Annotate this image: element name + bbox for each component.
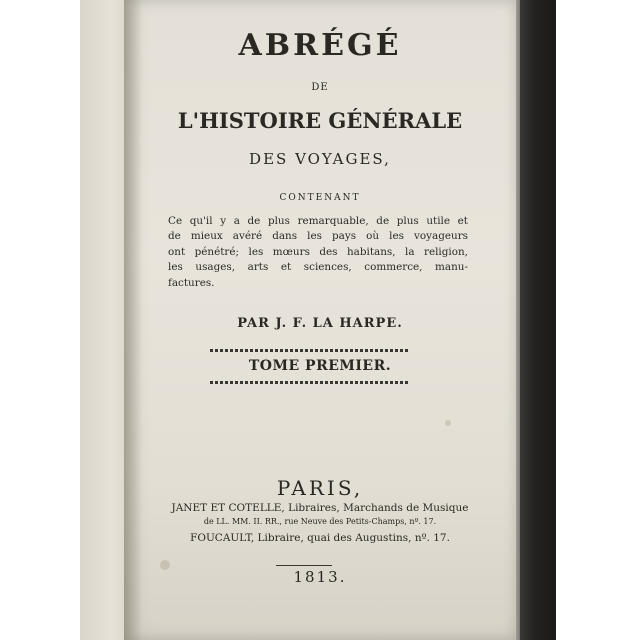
description-line: ont pénétré; les mœurs des habitans, la religion, [168, 245, 468, 258]
decorative-rule-top [210, 349, 410, 352]
subtitle-line-1: L'HISTOIRE GÉNÉRALE [177, 108, 463, 133]
year-rule [276, 565, 332, 566]
imprint-city: PARIS, [276, 476, 364, 500]
publication-year: 1813. [293, 568, 347, 586]
description-line: de mieux avéré dans les pays où les voyageurs [168, 230, 468, 243]
decorative-rule-bottom [210, 381, 410, 384]
title-connector: DE [311, 82, 329, 93]
publisher-line-1: JANET ET COTELLE, Libraires, Marchands de Musique [171, 502, 469, 514]
description-line: factures. [168, 276, 215, 289]
subtitle-line-2: DES VOYAGES, [249, 150, 391, 168]
volume-label: TOME PREMIER. [248, 358, 392, 374]
book-title: ABRÉGÉ [238, 28, 402, 63]
description-line: Ce qu'il y a de plus remarquable, de plus utile et [168, 215, 468, 227]
publisher-line-3: FOUCAULT, Libraire, quai des Augustins, nº. 17. [190, 532, 450, 544]
description-block [168, 214, 468, 291]
contenant-label: CONTENANT [279, 193, 361, 203]
author-line: PAR J. F. LA HARPE. [237, 316, 403, 331]
publisher-line-2: de LL. MM. II. RR., rue Neuve des Petits-Champs, nº. 17. [203, 517, 437, 526]
description-line: les usages, arts et sciences, commerce, manu- [168, 261, 468, 274]
foxing-spot [445, 420, 451, 426]
book-cover [520, 0, 556, 640]
